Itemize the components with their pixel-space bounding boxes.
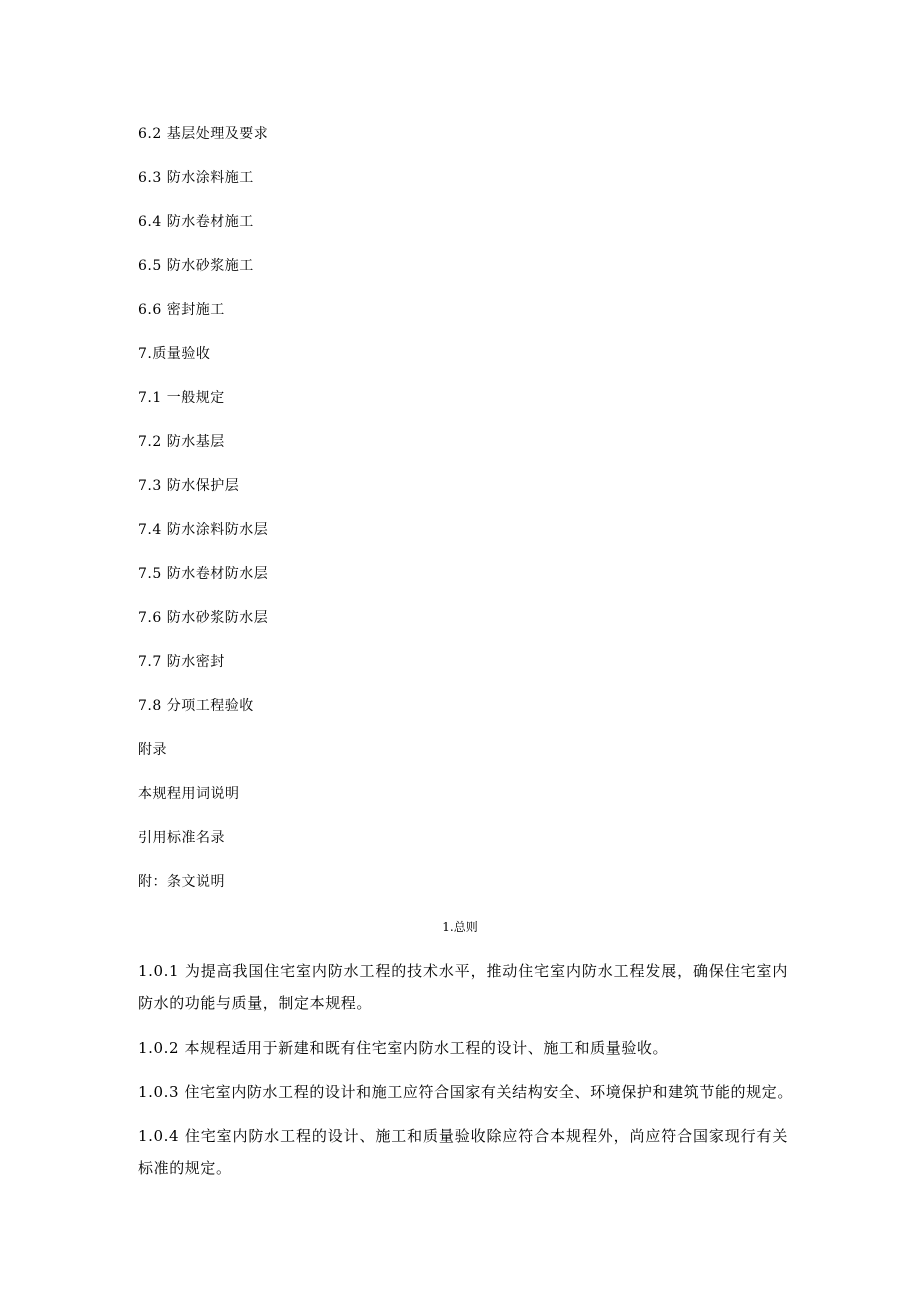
toc-item: 7.5 防水卷材防水层	[138, 566, 269, 582]
toc-item: 7.6 防水砂浆防水层	[138, 610, 269, 626]
toc-item: 7.8 分项工程验收	[138, 698, 254, 714]
toc-item: 附：条文说明	[138, 874, 225, 890]
toc-item: 7.2 防水基层	[138, 434, 225, 450]
toc-item: 6.3 防水涂料施工	[138, 170, 254, 186]
toc-item: 7.4 防水涂料防水层	[138, 522, 269, 538]
toc-item: 6.2 基层处理及要求	[138, 126, 269, 142]
toc-item: 7.7 防水密封	[138, 654, 225, 670]
clause-paragraph: 1.0.1 为提高我国住宅室内防水工程的技术水平，推动住宅室内防水工程发展，确保住宅室内防水的功能与质量，制定本规程。	[138, 962, 788, 1012]
clause-paragraph: 1.0.4 住宅室内防水工程的设计、施工和质量验收除应符合本规程外，尚应符合国家现行有关标准的规定。	[138, 1127, 788, 1177]
toc-item: 6.5 防水砂浆施工	[138, 258, 254, 274]
clause-paragraph: 1.0.3 住宅室内防水工程的设计和施工应符合国家有关结构安全、环境保护和建筑节能的规定。	[138, 1083, 793, 1101]
clause-paragraph: 1.0.2 本规程适用于新建和既有住宅室内防水工程的设计、施工和质量验收。	[138, 1039, 669, 1057]
toc-item: 6.6 密封施工	[138, 302, 225, 318]
toc-item: 7.3 防水保护层	[138, 478, 240, 494]
toc-item: 附录	[138, 742, 167, 758]
toc-item: 引用标准名录	[138, 830, 225, 846]
toc-item: 7.质量验收	[138, 346, 211, 362]
toc-item: 6.4 防水卷材施工	[138, 214, 254, 230]
toc-item: 7.1 一般规定	[138, 390, 225, 406]
section-heading: 1.总则	[442, 920, 478, 934]
toc-item: 本规程用词说明	[138, 786, 240, 802]
